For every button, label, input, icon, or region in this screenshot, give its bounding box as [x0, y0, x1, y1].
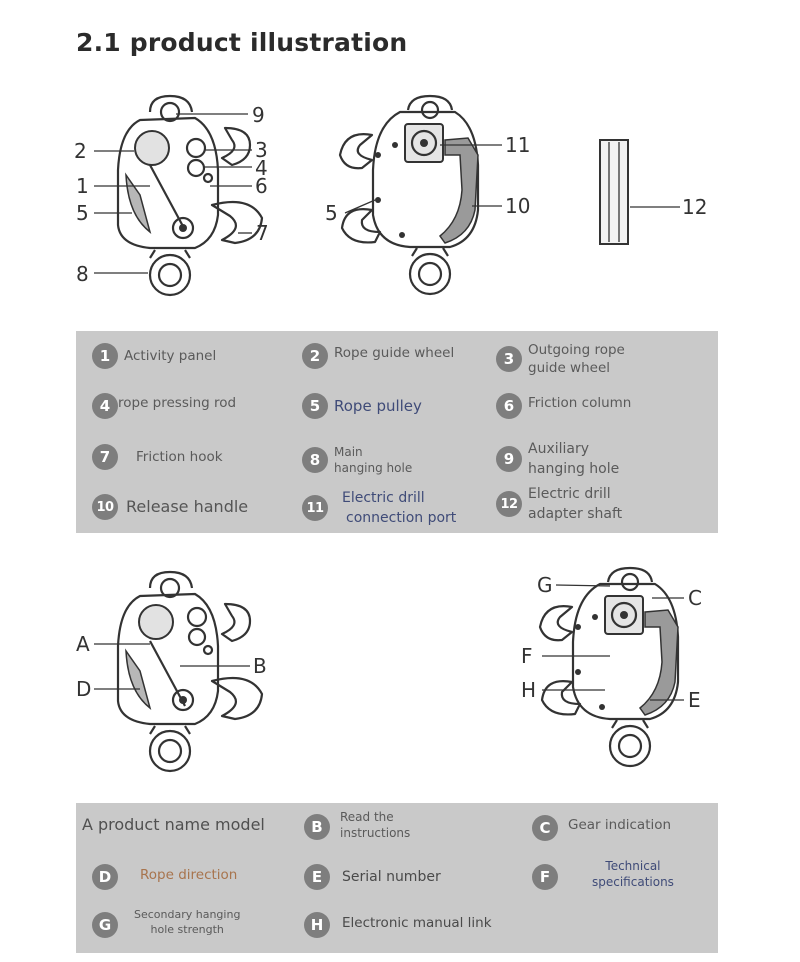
label-letter: G — [92, 912, 118, 938]
label-text: Serial number — [342, 869, 441, 885]
legend-label: rope pressing rod — [118, 395, 237, 411]
callout-10: 10 — [505, 194, 531, 218]
label-item-C — [532, 815, 671, 841]
legend-label: Rope pulley — [334, 397, 422, 415]
label-item-G — [92, 908, 241, 938]
callout-5: 5 — [76, 201, 89, 225]
label-item-E — [304, 864, 441, 890]
label-text: product name model — [97, 815, 265, 834]
device-back-label-view — [521, 568, 702, 766]
legend-number: 8 — [302, 447, 328, 473]
callout-D: D — [76, 677, 92, 701]
callout-E: E — [688, 688, 701, 712]
page-title: 2.1 product illustration — [76, 28, 408, 57]
legend-number: 7 — [92, 444, 118, 470]
label-item-F — [532, 859, 674, 890]
legend-item-10 — [92, 494, 248, 520]
legend-item-2 — [302, 343, 454, 369]
label-item-B — [304, 810, 411, 841]
legend-label: Main hanging hole — [334, 445, 413, 475]
label-text: Technical specifications — [592, 859, 674, 889]
legend-number: 4 — [92, 393, 118, 419]
legend-item-1 — [92, 343, 216, 369]
legend-label: Release handle — [126, 497, 249, 516]
callout-1: 1 — [76, 174, 89, 198]
device-back-view — [325, 96, 530, 294]
legend-item-6 — [496, 393, 631, 419]
callout-G: G — [537, 573, 553, 597]
label-item-A — [82, 815, 265, 834]
label-text: Rope direction — [140, 867, 238, 883]
legend-number: 10 — [92, 494, 118, 520]
legend-label: Outgoing rope guide wheel — [528, 342, 625, 376]
legend-number: 12 — [496, 491, 522, 517]
legend-number: 9 — [496, 446, 522, 472]
device-front-label-view — [76, 572, 267, 771]
label-letter: A — [82, 815, 93, 834]
legend-label: Rope guide wheel — [334, 345, 455, 361]
label-item-H — [304, 912, 492, 938]
parts-legend-panel — [76, 331, 718, 533]
legend-label: Auxiliary hanging hole — [528, 441, 620, 477]
callout-8: 8 — [76, 262, 89, 286]
legend-item-5 — [302, 393, 422, 419]
legend-item-7 — [92, 444, 223, 470]
label-letter: H — [304, 912, 330, 938]
device-front-view — [74, 96, 269, 295]
callout-B: B — [253, 654, 267, 678]
label-letter: E — [304, 864, 330, 890]
label-letter: C — [532, 815, 558, 841]
legend-number: 1 — [92, 343, 118, 369]
label-text: Electronic manual link — [342, 915, 492, 931]
legend-label: Activity panel — [124, 348, 217, 364]
label-letter: B — [304, 814, 330, 840]
legend-number: 6 — [496, 393, 522, 419]
legend-label: Electric drill adapter shaft — [528, 486, 623, 522]
legend-number: 5 — [302, 393, 328, 419]
legend-item-4 — [92, 393, 236, 419]
label-letter: D — [92, 864, 118, 890]
callout-3: 3 — [255, 138, 268, 162]
callout-4: 4 — [255, 156, 268, 180]
callout-6: 6 — [255, 174, 268, 198]
legend-item-8 — [302, 444, 412, 476]
callout-11: 11 — [505, 133, 531, 157]
callout-C: C — [688, 586, 702, 610]
callout-F: F — [521, 644, 533, 668]
callout-7: 7 — [256, 221, 269, 245]
label-text: Read the instructions — [340, 810, 411, 840]
legend-item-9 — [496, 439, 619, 479]
callout-H: H — [521, 678, 537, 702]
callout-12: 12 — [682, 195, 708, 219]
legend-label: Electric drill connection port — [342, 490, 457, 526]
legend-label: Friction column — [528, 395, 632, 411]
label-letter: F — [532, 864, 558, 890]
legend-number: 3 — [496, 346, 522, 372]
callout-5-back: 5 — [325, 201, 338, 225]
label-text: Gear indication — [568, 817, 672, 833]
legend-item-3 — [496, 341, 625, 377]
legend-number: 11 — [302, 495, 328, 521]
callout-2: 2 — [74, 139, 87, 163]
adapter-shaft — [600, 140, 707, 244]
label-item-D — [92, 864, 237, 890]
callout-9: 9 — [252, 103, 265, 127]
legend-item-12 — [496, 484, 622, 524]
legend-label: Friction hook — [136, 449, 223, 465]
legend-item-11 — [302, 488, 456, 528]
label-legend-panel — [76, 803, 718, 953]
legend-number: 2 — [302, 343, 328, 369]
callout-A: A — [76, 632, 90, 656]
label-text: Secondary hanging hole strength — [134, 908, 241, 936]
